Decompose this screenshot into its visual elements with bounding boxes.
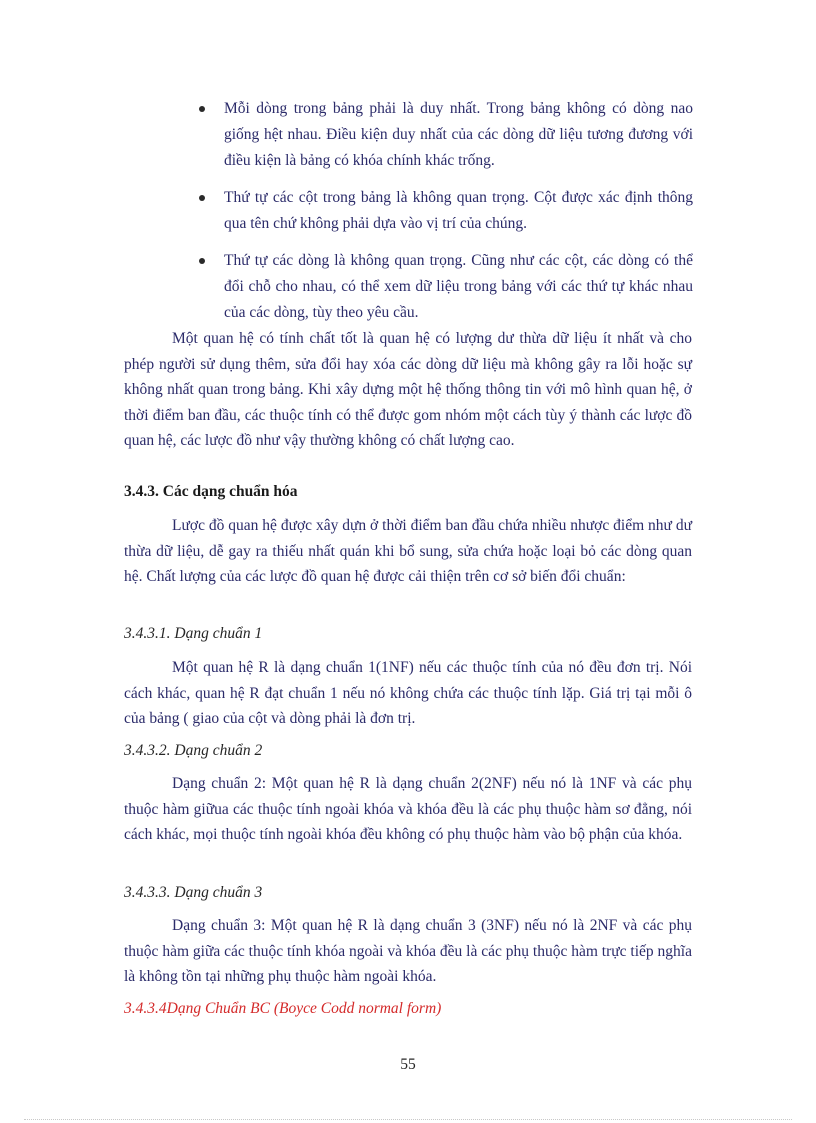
bullet-icon <box>199 195 205 201</box>
page-number: 55 <box>400 1056 416 1073</box>
bullet-list <box>195 96 693 337</box>
list-item <box>195 248 693 326</box>
bullet-text: Thứ tự các dòng là không quan trọng. Cũng như các cột, các dòng có thể đổi chỗ cho nhau, có thể xem dữ liệu trong bảng với các thứ tự khác nhau của các dòng, tùy theo yêu cầu. <box>224 252 693 321</box>
subsection-title-3: 3.4.3.3. Dạng chuẩn 3 <box>124 884 263 901</box>
subsection-text-2: Dạng chuẩn 2: Một quan hệ R là dạng chuẩn 2(2NF) nếu nó là 1NF và các phụ thuộc hàm giữua các thuộc tính ngoài khóa và khóa đều là các phụ thuộc hàm sơ đẳng, nói cách khác, mọi thuộc tính ngoài khóa đều không có phụ thuộc hàm vào bộ phận của khóa. <box>124 775 692 843</box>
intro-paragraph: Một quan hệ có tính chất tốt là quan hệ có lượng dư thừa dữ liệu ít nhất và cho phép người sử dụng thêm, sửa đổi hay xóa các dòng dữ liệu mà không gây ra lỗi hoặc sự không nhất quan trong bảng. Khi xây dựng một hệ thống thông tin với mô hình quan hệ, ở thời điểm ban đầu, các thuộc tính có thể được gom nhóm một cách tùy ý thành các lược đồ quan hệ, các lược đồ như vậy thường không có chất lượng cao. <box>124 330 692 449</box>
section-paragraph: Lược đồ quan hệ được xây dựn ở thời điểm ban đầu chứa nhiều nhược điểm như dư thừa dữ liệu, dễ gay ra thiếu nhất quán khi bổ sung, sửa chứa hoặc loại bỏ các dòng quan hệ. Chất lượng của các lược đồ quan hệ được cải thiện trên cơ sở biến đổi chuẩn: <box>124 517 692 585</box>
subsection-title-4: 3.4.3.4Dạng Chuẩn BC (Boyce Codd normal form) <box>124 1000 442 1017</box>
footer-divider <box>24 1119 792 1120</box>
bullet-icon <box>199 258 205 264</box>
list-item <box>195 185 693 237</box>
bullet-icon <box>199 106 205 112</box>
subsection-title-1: 3.4.3.1. Dạng chuẩn 1 <box>124 625 263 642</box>
list-item <box>195 96 693 174</box>
subsection-text-3: Dạng chuẩn 3: Một quan hệ R là dạng chuẩn 3 (3NF) nếu nó là 2NF và các phụ thuộc hàm giữa các thuộc tính khóa ngoài và khóa đều là các phụ thuộc hàm trực tiếp nghĩa là không tồn tại những phụ thuộc hàm ngoài khóa. <box>124 917 692 985</box>
subsection-text-1: Một quan hệ R là dạng chuẩn 1(1NF) nếu các thuộc tính của nó đều đơn trị. Nói cách khác, quan hệ R đạt chuẩn 1 nếu nó không chứa các thuộc tính lặp. Giá trị tại mỗi ô của bảng ( giao của cột và dòng phải là đơn trị. <box>124 659 692 727</box>
subsection-title-2: 3.4.3.2. Dạng chuẩn 2 <box>124 742 263 759</box>
section-heading: 3.4.3. Các dạng chuẩn hóa <box>124 483 298 500</box>
bullet-text: Thứ tự các cột trong bảng là không quan trọng. Cột được xác định thông qua tên chứ không phải dựa vào vị trí của chúng. <box>224 189 693 232</box>
bullet-text: Mỗi dòng trong bảng phải là duy nhất. Trong bảng không có dòng nao giống hệt nhau. Điều kiện duy nhất của các dòng dữ liệu tương đương với điều kiện là bảng có khóa chính khác trống. <box>224 100 693 169</box>
